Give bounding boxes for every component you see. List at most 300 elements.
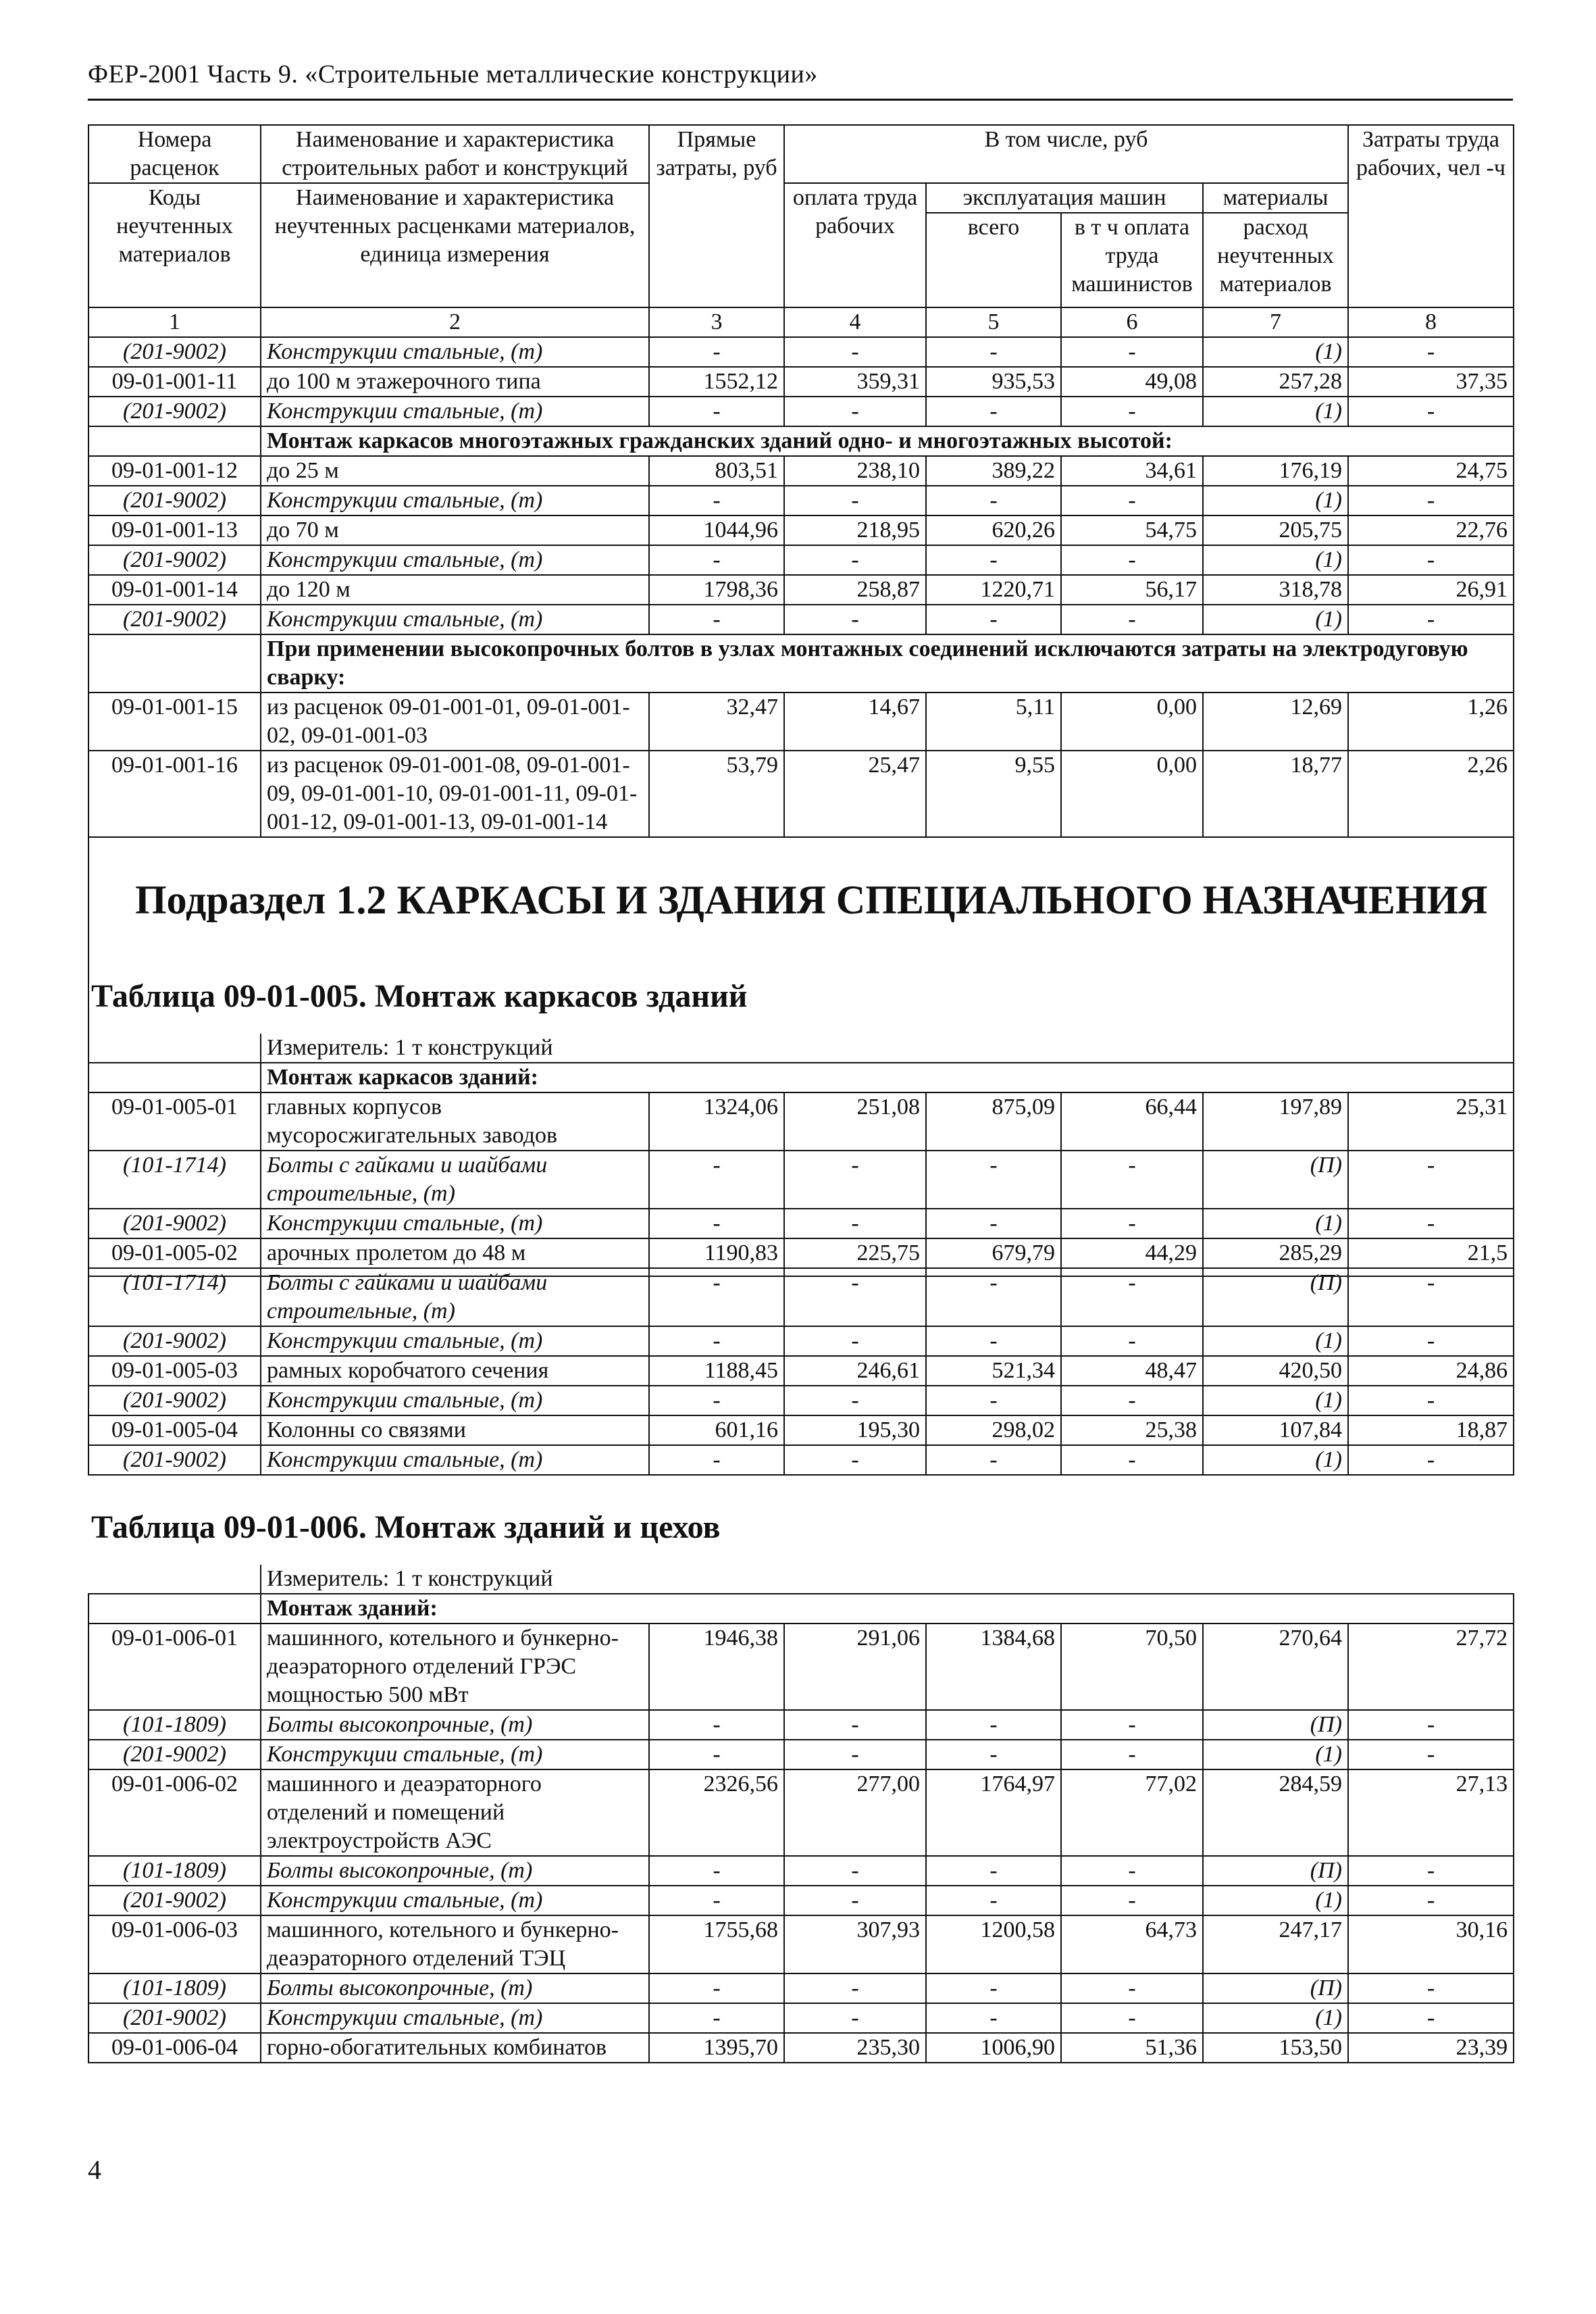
rate-name: рамных коробчатого сечения bbox=[261, 1356, 649, 1386]
material-row bbox=[88, 486, 1514, 515]
value-cell: - bbox=[649, 545, 784, 575]
value-cell: - bbox=[1348, 1973, 1514, 2003]
measure-label: Измеритель: 1 т конструкций bbox=[261, 1034, 1514, 1063]
rate-name: Конструкции стальные, (т) bbox=[261, 337, 649, 367]
value-cell: - bbox=[1348, 1856, 1514, 1886]
value-cell: (П) bbox=[1203, 1856, 1348, 1886]
value-cell: - bbox=[1348, 397, 1514, 426]
rate-row bbox=[88, 456, 1514, 486]
rate-row bbox=[88, 515, 1514, 545]
header-machines: эксплуатация машин bbox=[926, 183, 1203, 213]
material-row bbox=[88, 1326, 1514, 1356]
rate-code: (201-9002) bbox=[88, 1209, 261, 1238]
value-cell: - bbox=[1061, 1856, 1203, 1886]
material-row bbox=[88, 1445, 1514, 1475]
value-cell: - bbox=[784, 545, 926, 575]
value-cell: 197,89 bbox=[1203, 1092, 1348, 1151]
value-cell: (1) bbox=[1203, 1886, 1348, 1915]
value-cell: - bbox=[784, 1856, 926, 1886]
rate-name: Колонны со связями bbox=[261, 1415, 649, 1445]
rate-name: Болты с гайками и шайбами строительные, (т) bbox=[261, 1268, 649, 1326]
rate-code: (201-9002) bbox=[88, 605, 261, 634]
value-cell: 5,11 bbox=[926, 693, 1061, 751]
rate-code: 09-01-005-01 bbox=[88, 1092, 261, 1151]
rate-row bbox=[88, 1356, 1514, 1386]
value-cell: 14,67 bbox=[784, 693, 926, 751]
value-cell: 53,79 bbox=[649, 751, 784, 837]
value-cell: - bbox=[649, 1740, 784, 1769]
value-cell: 22,76 bbox=[1348, 515, 1514, 545]
value-cell: 679,79 bbox=[926, 1238, 1061, 1268]
material-row bbox=[88, 1386, 1514, 1415]
rate-name: арочных пролетом до 48 м bbox=[261, 1238, 649, 1268]
table-title: Таблица 09-01-005. Монтаж каркасов зданий bbox=[91, 978, 748, 1014]
value-cell: - bbox=[649, 1151, 784, 1209]
value-cell: - bbox=[784, 1326, 926, 1356]
header-materials: материалы bbox=[1203, 183, 1348, 213]
value-cell: 37,35 bbox=[1348, 367, 1514, 397]
value-cell: - bbox=[649, 1268, 784, 1326]
value-cell: - bbox=[784, 337, 926, 367]
rate-code: 09-01-001-13 bbox=[88, 515, 261, 545]
value-cell: (1) bbox=[1203, 2003, 1348, 2033]
value-cell: 23,39 bbox=[1348, 2033, 1514, 2063]
value-cell: 285,29 bbox=[1203, 1238, 1348, 1268]
value-cell: (1) bbox=[1203, 397, 1348, 426]
header-direct-costs: Прямые затраты, руб bbox=[649, 125, 784, 307]
value-cell: (П) bbox=[1203, 1710, 1348, 1740]
value-cell: - bbox=[1348, 545, 1514, 575]
value-cell: - bbox=[649, 397, 784, 426]
value-cell: (1) bbox=[1203, 1740, 1348, 1769]
rate-name: Конструкции стальные, (т) bbox=[261, 1886, 649, 1915]
value-cell: - bbox=[1348, 1268, 1514, 1326]
section-heading: Монтаж зданий: bbox=[261, 1594, 1514, 1624]
rate-name: горно-обогатительных комбинатов bbox=[261, 2033, 649, 2063]
value-cell: - bbox=[1061, 1209, 1203, 1238]
value-cell: 9,55 bbox=[926, 751, 1061, 837]
value-cell: - bbox=[1348, 1209, 1514, 1238]
rate-code: 09-01-001-12 bbox=[88, 456, 261, 486]
rate-name: Конструкции стальные, (т) bbox=[261, 1386, 649, 1415]
rate-name: Болты высокопрочные, (т) bbox=[261, 1856, 649, 1886]
rate-row bbox=[88, 367, 1514, 397]
rate-code: 09-01-005-03 bbox=[88, 1356, 261, 1386]
value-cell: - bbox=[926, 1856, 1061, 1886]
value-cell: (1) bbox=[1203, 545, 1348, 575]
value-cell: - bbox=[926, 545, 1061, 575]
rate-code: (101-1714) bbox=[88, 1151, 261, 1209]
rate-row bbox=[88, 1769, 1514, 1856]
rate-code: (201-9002) bbox=[88, 1740, 261, 1769]
value-cell: - bbox=[926, 1386, 1061, 1415]
value-cell: - bbox=[1348, 1710, 1514, 1740]
value-cell: 251,08 bbox=[784, 1092, 926, 1151]
rate-row bbox=[88, 1915, 1514, 1973]
value-cell: 291,06 bbox=[784, 1624, 926, 1710]
value-cell: 176,19 bbox=[1203, 456, 1348, 486]
rate-code: (201-9002) bbox=[88, 2003, 261, 2033]
header-col1-bottom: Коды неучтенных материалов bbox=[88, 183, 261, 307]
value-cell: - bbox=[1348, 1151, 1514, 1209]
page-header: ФЕР-2001 Часть 9. «Строительные металлические конструкции» bbox=[88, 60, 818, 89]
rate-code: 09-01-006-04 bbox=[88, 2033, 261, 2063]
value-cell: - bbox=[649, 605, 784, 634]
value-cell: 24,86 bbox=[1348, 1356, 1514, 1386]
value-cell: 51,36 bbox=[1061, 2033, 1203, 2063]
value-cell: - bbox=[649, 486, 784, 515]
value-cell: 875,09 bbox=[926, 1092, 1061, 1151]
header-machines-total: всего bbox=[926, 213, 1061, 307]
header-col2-top: Наименование и характеристика строительных работ и конструкций bbox=[261, 125, 649, 183]
subsection-title: Подраздел 1.2 КАРКАСЫ И ЗДАНИЯ СПЕЦИАЛЬНОГО НАЗНАЧЕНИЯ bbox=[135, 878, 1488, 922]
section-heading: Монтаж каркасов зданий: bbox=[261, 1063, 1514, 1092]
value-cell: 30,16 bbox=[1348, 1915, 1514, 1973]
value-cell: (1) bbox=[1203, 605, 1348, 634]
rate-name: машинного, котельного и бункерно-деаэраторного отделений ГРЭС мощностью 500 мВт bbox=[261, 1624, 649, 1710]
value-cell: 1006,90 bbox=[926, 2033, 1061, 2063]
material-row bbox=[88, 1740, 1514, 1769]
rate-code: 09-01-006-03 bbox=[88, 1915, 261, 1973]
value-cell: - bbox=[926, 1973, 1061, 2003]
value-cell: 26,91 bbox=[1348, 575, 1514, 605]
rate-row bbox=[88, 1415, 1514, 1445]
value-cell: 218,95 bbox=[784, 515, 926, 545]
rate-name: Болты высокопрочные, (т) bbox=[261, 1973, 649, 2003]
value-cell: 1552,12 bbox=[649, 367, 784, 397]
value-cell: 1395,70 bbox=[649, 2033, 784, 2063]
value-cell: 195,30 bbox=[784, 1415, 926, 1445]
material-row bbox=[88, 1973, 1514, 2003]
value-cell: 0,00 bbox=[1061, 693, 1203, 751]
measure-label: Измеритель: 1 т конструкций bbox=[261, 1565, 1514, 1594]
rate-name: машинного, котельного и бункерно-деаэраторного отделений ТЭЦ bbox=[261, 1915, 649, 1973]
rate-name: до 25 м bbox=[261, 456, 649, 486]
rate-row bbox=[88, 575, 1514, 605]
value-cell: (1) bbox=[1203, 1326, 1348, 1356]
material-row bbox=[88, 337, 1514, 367]
value-cell: - bbox=[1061, 1151, 1203, 1209]
value-cell: - bbox=[1348, 2003, 1514, 2033]
value-cell: - bbox=[1061, 1710, 1203, 1740]
value-cell: - bbox=[926, 1326, 1061, 1356]
value-cell: 257,28 bbox=[1203, 367, 1348, 397]
value-cell: - bbox=[1348, 1886, 1514, 1915]
rate-name: Болты высокопрочные, (т) bbox=[261, 1710, 649, 1740]
rate-name: Конструкции стальные, (т) bbox=[261, 605, 649, 634]
material-row bbox=[88, 1886, 1514, 1915]
value-cell: - bbox=[926, 1710, 1061, 1740]
rate-row bbox=[88, 1238, 1514, 1268]
value-cell: 25,38 bbox=[1061, 1415, 1203, 1445]
value-cell: - bbox=[1348, 605, 1514, 634]
rate-code: (101-1809) bbox=[88, 1710, 261, 1740]
value-cell: - bbox=[926, 605, 1061, 634]
value-cell: 359,31 bbox=[784, 367, 926, 397]
value-cell: - bbox=[926, 1445, 1061, 1475]
value-cell: - bbox=[1061, 397, 1203, 426]
value-cell: 1798,36 bbox=[649, 575, 784, 605]
value-cell: 25,31 bbox=[1348, 1092, 1514, 1151]
value-cell: - bbox=[1061, 1886, 1203, 1915]
value-cell: - bbox=[1061, 545, 1203, 575]
value-cell: 70,50 bbox=[1061, 1624, 1203, 1710]
rate-name: до 70 м bbox=[261, 515, 649, 545]
rate-name: машинного и деаэраторного отделений и помещений электроустройств АЭС bbox=[261, 1769, 649, 1856]
value-cell: 1764,97 bbox=[926, 1769, 1061, 1856]
value-cell: (1) bbox=[1203, 1445, 1348, 1475]
value-cell: - bbox=[649, 1386, 784, 1415]
value-cell: 1384,68 bbox=[926, 1624, 1061, 1710]
value-cell: (1) bbox=[1203, 337, 1348, 367]
value-cell: 1324,06 bbox=[649, 1092, 784, 1151]
section-heading: При применении высокопрочных болтов в узлах монтажных соединений исключаются затраты на электродуговую сварку: bbox=[261, 634, 1514, 693]
value-cell: 389,22 bbox=[926, 456, 1061, 486]
value-cell: 601,16 bbox=[649, 1415, 784, 1445]
value-cell: - bbox=[1061, 1386, 1203, 1415]
value-cell: 56,17 bbox=[1061, 575, 1203, 605]
value-cell: - bbox=[649, 1710, 784, 1740]
value-cell: 32,47 bbox=[649, 693, 784, 751]
value-cell: (П) bbox=[1203, 1151, 1348, 1209]
value-cell: - bbox=[1061, 1326, 1203, 1356]
value-cell: 21,5 bbox=[1348, 1238, 1514, 1268]
value-cell: 284,59 bbox=[1203, 1769, 1348, 1856]
value-cell: - bbox=[926, 337, 1061, 367]
rate-name: Конструкции стальные, (т) bbox=[261, 1740, 649, 1769]
value-cell: 420,50 bbox=[1203, 1356, 1348, 1386]
rate-code: (101-1809) bbox=[88, 1973, 261, 2003]
value-cell: - bbox=[649, 1209, 784, 1238]
rate-code: (201-9002) bbox=[88, 1886, 261, 1915]
value-cell: - bbox=[784, 1268, 926, 1326]
value-cell: 277,00 bbox=[784, 1769, 926, 1856]
value-cell: - bbox=[926, 1740, 1061, 1769]
rate-code: (101-1809) bbox=[88, 1856, 261, 1886]
value-cell: - bbox=[784, 486, 926, 515]
rate-name: Конструкции стальные, (т) bbox=[261, 1326, 649, 1356]
material-row bbox=[88, 1268, 1514, 1326]
rate-name: Конструкции стальные, (т) bbox=[261, 1209, 649, 1238]
header-machinists: в т ч оплата труда машинистов bbox=[1061, 213, 1203, 307]
value-cell: 54,75 bbox=[1061, 515, 1203, 545]
material-row bbox=[88, 1710, 1514, 1740]
value-cell: - bbox=[649, 1445, 784, 1475]
value-cell: 620,26 bbox=[926, 515, 1061, 545]
value-cell: 12,69 bbox=[1203, 693, 1348, 751]
value-cell: 318,78 bbox=[1203, 575, 1348, 605]
value-cell: - bbox=[1061, 1268, 1203, 1326]
rate-name: Конструкции стальные, (т) bbox=[261, 1445, 649, 1475]
value-cell: 64,73 bbox=[1061, 1915, 1203, 1973]
value-cell: 24,75 bbox=[1348, 456, 1514, 486]
value-cell: (П) bbox=[1203, 1973, 1348, 2003]
rate-row bbox=[88, 1624, 1514, 1710]
value-cell: 18,77 bbox=[1203, 751, 1348, 837]
value-cell: 803,51 bbox=[649, 456, 784, 486]
value-cell: 27,72 bbox=[1348, 1624, 1514, 1710]
material-row bbox=[88, 1209, 1514, 1238]
rate-code: (201-9002) bbox=[88, 337, 261, 367]
value-cell: 66,44 bbox=[1061, 1092, 1203, 1151]
value-cell: - bbox=[1061, 605, 1203, 634]
header-labor-costs: Затраты труда рабочих, чел -ч bbox=[1348, 125, 1514, 307]
rate-code: 09-01-005-02 bbox=[88, 1238, 261, 1268]
value-cell: 1190,83 bbox=[649, 1238, 784, 1268]
material-row bbox=[88, 2003, 1514, 2033]
header-col1-top: Номера расценок bbox=[88, 125, 261, 183]
value-cell: 25,47 bbox=[784, 751, 926, 837]
material-row bbox=[88, 545, 1514, 575]
rate-row bbox=[88, 751, 1514, 837]
value-cell: - bbox=[1348, 1445, 1514, 1475]
header-group: В том числе, руб bbox=[784, 125, 1348, 183]
rate-row bbox=[88, 1092, 1514, 1151]
value-cell: - bbox=[649, 1856, 784, 1886]
value-cell: - bbox=[1348, 1386, 1514, 1415]
rate-code: 09-01-001-16 bbox=[88, 751, 261, 837]
rate-name: Конструкции стальные, (т) bbox=[261, 2003, 649, 2033]
value-cell: 247,17 bbox=[1203, 1915, 1348, 1973]
value-cell: 49,08 bbox=[1061, 367, 1203, 397]
value-cell: 235,30 bbox=[784, 2033, 926, 2063]
rate-code: 09-01-006-01 bbox=[88, 1624, 261, 1710]
value-cell: 1,26 bbox=[1348, 693, 1514, 751]
value-cell: 270,64 bbox=[1203, 1624, 1348, 1710]
rate-code: 09-01-006-02 bbox=[88, 1769, 261, 1856]
value-cell: - bbox=[1061, 337, 1203, 367]
value-cell: 307,93 bbox=[784, 1915, 926, 1973]
value-cell: - bbox=[1061, 2003, 1203, 2033]
rate-code: (201-9002) bbox=[88, 1386, 261, 1415]
rate-name: из расценок 09-01-001-08, 09-01-001-09, 09-01-001-10, 09-01-001-11, 09-01-001-12, 09-01-001-13, 09-01-001-14 bbox=[261, 751, 649, 837]
section-heading: Монтаж каркасов многоэтажных гражданских зданий одно- и многоэтажных высотой: bbox=[261, 426, 1514, 456]
value-cell: - bbox=[649, 2003, 784, 2033]
header-material-use: расход неучтенных материалов bbox=[1203, 213, 1348, 307]
value-cell: - bbox=[649, 1326, 784, 1356]
rate-name: Болты с гайками и шайбами строительные, (т) bbox=[261, 1151, 649, 1209]
value-cell: - bbox=[1348, 486, 1514, 515]
value-cell: - bbox=[926, 1886, 1061, 1915]
value-cell: (1) bbox=[1203, 486, 1348, 515]
value-cell: 34,61 bbox=[1061, 456, 1203, 486]
value-cell: - bbox=[649, 337, 784, 367]
value-cell: 27,13 bbox=[1348, 1769, 1514, 1856]
value-cell: 205,75 bbox=[1203, 515, 1348, 545]
rate-code: 09-01-005-04 bbox=[88, 1415, 261, 1445]
material-row bbox=[88, 605, 1514, 634]
rates-table-006 bbox=[88, 1565, 1514, 2063]
value-cell: - bbox=[1348, 337, 1514, 367]
value-cell: - bbox=[926, 1268, 1061, 1326]
rate-row bbox=[88, 2033, 1514, 2063]
header-rule bbox=[88, 99, 1513, 101]
value-cell: 44,29 bbox=[1061, 1238, 1203, 1268]
rate-code: (201-9002) bbox=[88, 1326, 261, 1356]
rate-name: главных корпусов мусоросжигательных заводов bbox=[261, 1092, 649, 1151]
rate-name: Конструкции стальные, (т) bbox=[261, 486, 649, 515]
value-cell: 48,47 bbox=[1061, 1356, 1203, 1386]
value-cell: 77,02 bbox=[1061, 1769, 1203, 1856]
value-cell: - bbox=[784, 1740, 926, 1769]
value-cell: 1200,58 bbox=[926, 1915, 1061, 1973]
value-cell: 1220,71 bbox=[926, 575, 1061, 605]
value-cell: - bbox=[1061, 1740, 1203, 1769]
value-cell: - bbox=[1061, 1445, 1203, 1475]
value-cell: - bbox=[649, 1886, 784, 1915]
value-cell: 225,75 bbox=[784, 1238, 926, 1268]
rate-name: до 120 м bbox=[261, 575, 649, 605]
value-cell: - bbox=[1348, 1326, 1514, 1356]
rate-code: 09-01-001-15 bbox=[88, 693, 261, 751]
header-wages: оплата труда рабочих bbox=[784, 183, 926, 307]
value-cell: 2,26 bbox=[1348, 751, 1514, 837]
rate-row bbox=[88, 693, 1514, 751]
value-cell: 18,87 bbox=[1348, 1415, 1514, 1445]
rate-code: 09-01-001-11 bbox=[88, 367, 261, 397]
value-cell: - bbox=[784, 397, 926, 426]
value-cell: - bbox=[784, 1445, 926, 1475]
value-cell: (П) bbox=[1203, 1268, 1348, 1326]
page-number: 4 bbox=[88, 2155, 101, 2185]
rate-code: (201-9002) bbox=[88, 486, 261, 515]
material-row bbox=[88, 397, 1514, 426]
value-cell: 1188,45 bbox=[649, 1356, 784, 1386]
value-cell: - bbox=[784, 605, 926, 634]
value-cell: - bbox=[926, 486, 1061, 515]
rate-code: 09-01-001-14 bbox=[88, 575, 261, 605]
value-cell: 1946,38 bbox=[649, 1624, 784, 1710]
value-cell: 258,87 bbox=[784, 575, 926, 605]
value-cell: - bbox=[1061, 1973, 1203, 2003]
column-index-row: 1 2 3 4 5 6 7 8 bbox=[88, 307, 1514, 337]
value-cell: 153,50 bbox=[1203, 2033, 1348, 2063]
value-cell: - bbox=[784, 1973, 926, 2003]
material-row bbox=[88, 1151, 1514, 1209]
rate-code: (201-9002) bbox=[88, 545, 261, 575]
rates-table-005 bbox=[88, 1034, 1514, 1476]
value-cell: - bbox=[1061, 486, 1203, 515]
value-cell: 935,53 bbox=[926, 367, 1061, 397]
value-cell: - bbox=[926, 397, 1061, 426]
rate-code: (101-1714) bbox=[88, 1268, 261, 1326]
value-cell: - bbox=[926, 1151, 1061, 1209]
rate-code: (201-9002) bbox=[88, 1445, 261, 1475]
value-cell: 246,61 bbox=[784, 1356, 926, 1386]
value-cell: - bbox=[784, 1209, 926, 1238]
value-cell: 0,00 bbox=[1061, 751, 1203, 837]
material-row bbox=[88, 1856, 1514, 1886]
value-cell: - bbox=[784, 1386, 926, 1415]
value-cell: - bbox=[784, 2003, 926, 2033]
value-cell: 238,10 bbox=[784, 456, 926, 486]
value-cell: 1044,96 bbox=[649, 515, 784, 545]
value-cell: - bbox=[1348, 1740, 1514, 1769]
rate-name: Конструкции стальные, (т) bbox=[261, 545, 649, 575]
rate-name: Конструкции стальные, (т) bbox=[261, 397, 649, 426]
value-cell: (1) bbox=[1203, 1209, 1348, 1238]
rate-name: из расценок 09-01-001-01, 09-01-001-02, 09-01-001-03 bbox=[261, 693, 649, 751]
value-cell: - bbox=[784, 1151, 926, 1209]
rate-code: (201-9002) bbox=[88, 397, 261, 426]
value-cell: 298,02 bbox=[926, 1415, 1061, 1445]
value-cell: 2326,56 bbox=[649, 1769, 784, 1856]
value-cell: 521,34 bbox=[926, 1356, 1061, 1386]
value-cell: - bbox=[649, 1973, 784, 2003]
value-cell: - bbox=[784, 1710, 926, 1740]
value-cell: - bbox=[784, 1886, 926, 1915]
value-cell: - bbox=[926, 2003, 1061, 2033]
